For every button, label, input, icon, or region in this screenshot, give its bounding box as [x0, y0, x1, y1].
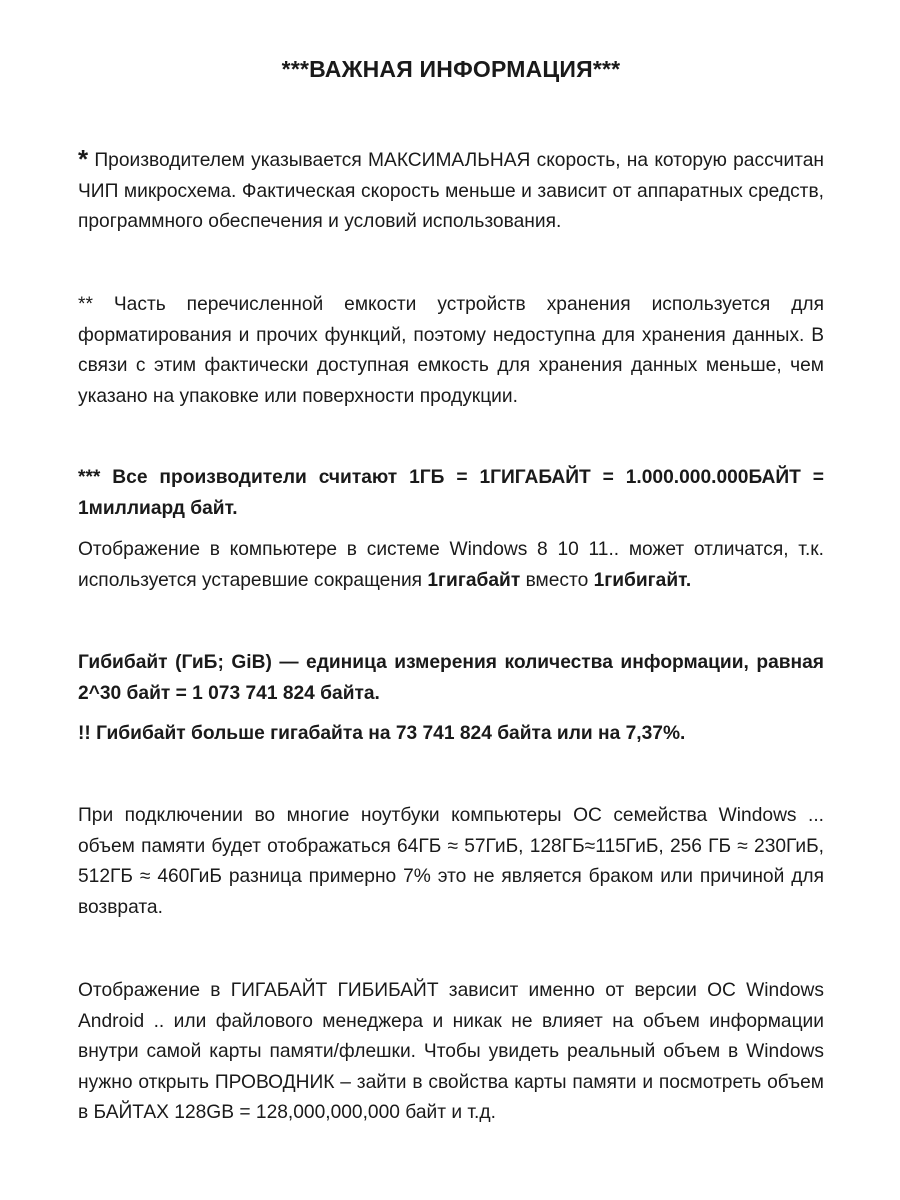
- asterisk-marker: *: [78, 144, 89, 174]
- paragraph-conversion-examples: При подключении во многие ноутбуки компьютеры ОС семейства Windows ... объем памяти будет отображаться 64ГБ ≈ 57ГиБ, 128ГБ≈115ГиБ, 256 ГБ ≈ 230ГиБ, 512ГБ ≈ 460ГиБ разница примерно 7% это не является браком или причиной для возврата.: [78, 805, 824, 918]
- document-title: ***ВАЖНАЯ ИНФОРМАЦИЯ***: [281, 56, 621, 82]
- windows-display-bold-a: 1гигабайт: [427, 569, 521, 591]
- paragraph-capacity-note: ** Часть перечисленной емкости устройств хранения используется для форматирования и прочих функций, поэтому недоступна для хранения данных. В связи с этим фактически доступная емкость для хранения данных меньше, чем указано на упаковке или поверхности продукции.: [78, 294, 824, 407]
- paragraph-gibibyte-definition: Гибибайт (ГиБ; GiB) — единица измерения количества информации, равная 2^30 байт = 1 073 741 824 байта.: [78, 652, 824, 704]
- paragraph-gibibyte-difference: !! Гибибайт больше гигабайта на 73 741 824 байта или на 7,37%.: [78, 723, 686, 744]
- paragraph-gigabyte-definition: *** Все производители считают 1ГБ = 1ГИГАБАЙТ = 1.000.000.000БАЙТ = 1миллиард байт.: [78, 467, 824, 519]
- paragraph-windows-display: [78, 535, 824, 596]
- windows-display-text-a: Отображение в компьютере в системе Windows 8 10 11.. может отличатся, т.к. используется устаревшие сокращения: [78, 539, 824, 591]
- windows-display-bold-b: 1гибигайт.: [593, 569, 692, 591]
- paragraph-speed-text: Производителем указывается МАКСИМАЛЬНАЯ скорость, на которую рассчитан ЧИП микросхема. Фактическая скорость меньше и зависит от аппаратных средств, программного обеспечения и условий использования.: [78, 150, 824, 232]
- paragraph-speed-note: [78, 146, 824, 238]
- windows-display-text-b: вместо: [520, 569, 594, 591]
- paragraph-real-capacity-instructions: Отображение в ГИГАБАЙТ ГИБИБАЙТ зависит именно от версии ОС Windows Android .. или файлового менеджера и никак не влияет на объем информации внутри самой карты памяти/флешки. Чтобы увидеть реальный объем в Windows нужно открыть ПРОВОДНИК – зайти в свойства карты памяти и посмотреть объем в БАЙТАХ 128GB = 128,000,000,000 байт и т.д.: [78, 980, 824, 1123]
